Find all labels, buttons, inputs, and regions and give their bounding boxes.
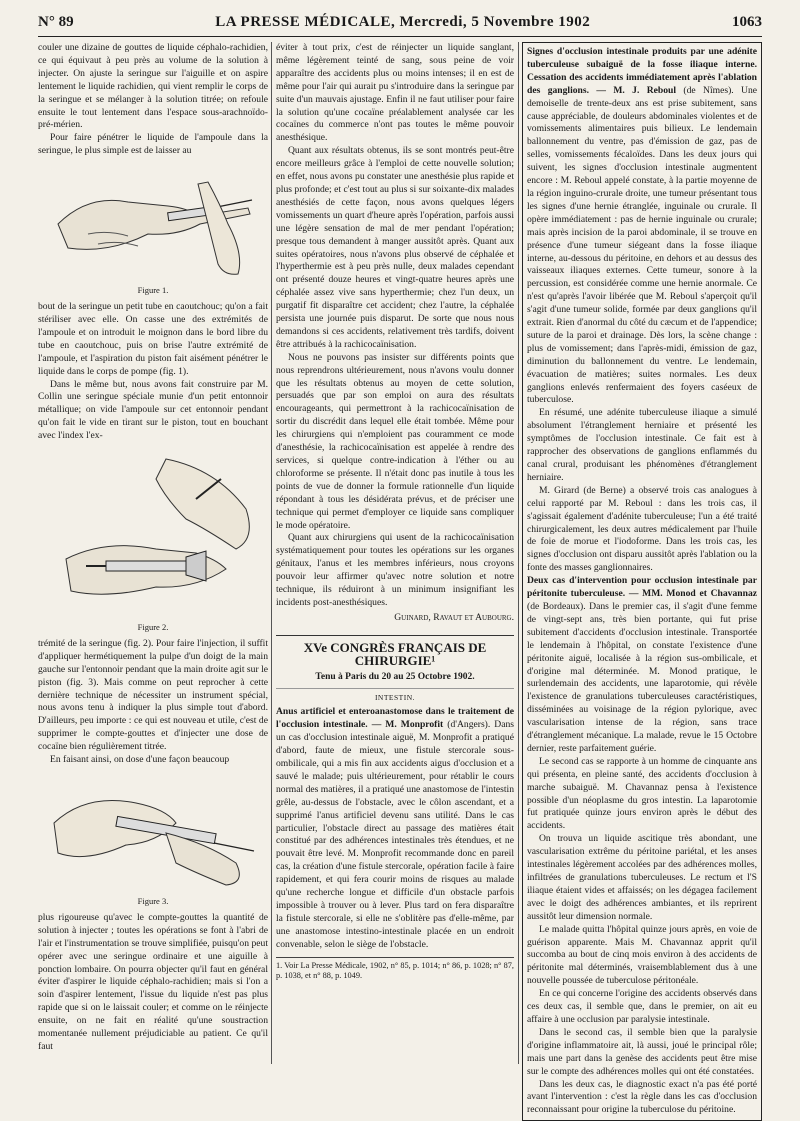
article xyxy=(527,575,757,756)
figure-caption: Figure 2. xyxy=(137,622,169,633)
author-signature: Guinard, Ravaut et Aubourg. xyxy=(394,611,514,623)
footnote: 1. Voir La Presse Médicale, 1902, n° 85, p. 1014; n° 86, p. 1028; n° 87, p. 1038, et n° 88, p. 1049. xyxy=(276,957,514,982)
section-heading: INTESTIN. xyxy=(276,688,514,705)
column-3 xyxy=(522,42,762,1116)
paragraph: couler une dizaine de gouttes de liquide céphalo-rachidien, ce qui équivaut à peu près au volume de la solution à injecter. On ajuste la seringue sur l'aiguille et on aspire lentement le liquide rachidien, qui vient remplir le corps de la seringue et se mélanger à la solution titrée; on refoule ensuite le tout lentement dans l'espace sous-arachnoïdo-pré-mérien. xyxy=(38,42,268,131)
congress-heading: XVe CONGRÈS FRANÇAIS DE CHIRURGIE¹ xyxy=(276,635,514,668)
column-2 xyxy=(276,42,514,1064)
injection-illustration xyxy=(46,773,261,893)
figure-2 xyxy=(38,449,268,634)
paragraph: En ce qui concerne l'origine des accidents observés dans ces deux cas, il semble que, dans le premier, on ait eu affaire à une occlusion par paralysie intestinale. xyxy=(527,988,757,1025)
page-header xyxy=(38,14,762,37)
article-box xyxy=(522,42,762,1121)
article xyxy=(276,706,514,951)
paragraph: Dans le second cas, il semble bien que la paralysie d'origine inflammatoire ait, là aussi, joué le principal rôle; mais une part dans la genèse des accidents peut être mise sur le compte des adhérences molles qui ont été constatées. xyxy=(527,1026,757,1077)
figure-1 xyxy=(38,164,268,297)
article-title: Deux cas d'intervention pour occlusion intestinale par péritonite tuberculeuse. — MM. Monod et Chavannaz xyxy=(527,575,757,600)
syringe-hand-illustration xyxy=(48,164,258,282)
paragraph: trémité de la seringue (fig. 2). Pour faire l'injection, il suffit d'appliquer hermétiquement la pulpe d'un doigt de la main gauche sur l'entonnoir pendant que la main droite agit sur le piston (fig. 3). Mais comme on peut reprocher à cette dernière technique de nécessiter un instrument spécial, nous avons tenu à indiquer la plus simple tout d'abord. D'ailleurs, peu importe : ce qui est nouveau et utile, c'est de supprimer le compte-gouttes et d'injecter une dose de cocaïne bien régulièrement titrée. xyxy=(38,637,268,753)
article-body: (de Nîmes). Une demoiselle de trente-deux ans est prise subitement, sans cause appréciable, de douleurs abdominales violentes et de vomissements alimentaires puis bilieux. Le lendemain ballonnement du ventre, pas d'émission de gaz, pas de selles, vomissements fécaloïdes. Dans les deux jours qui suivent, les signes d'occlusion intestinale augmentent encore : M. Reboul appelé constate, à la partie moyenne de la région inguino-crurale droite, une tumeur présentant tous les signes d'une hernie étranglée, inguinale ou crurale. Il opère immédiatement : pas de hernie inguinale ou crurale; mais après incision de la paroi abdominale, il se trouve en présence d'une tumeur siégeant dans la fosse iliaque interne, au-dessous du péritoine, en dehors et au dessus des vaisseaux iliaques externes. Cette tumeur, sonore à la percussion, est considérée comme une hernie anormale. Ce n'est qu'après l'avoir libérée que M. Reboul s'aperçoit qu'il s'agit d'une tumeur solide, formée par deux ganglions qu'il extrait. Rien d'anormal du côté du cæcum et de l'appendice; suture de la paroi et drainage. Dès lors, la scène change : plus de vomissement; dans l'après-midi, émission de gaz, diminution du ballonnement du ventre. Le lendemain, évacuation de matières; suites normales. Les deux ganglions enlevés renfermaient des foyers caséeux de tuberculose. xyxy=(527,84,758,406)
article-title: Anus artificiel et enteroanastomose dans le traitement de l'occlusion intestinale. — M. Monprofit xyxy=(276,706,514,731)
funnel-syringe-illustration xyxy=(46,449,261,619)
paragraph: Le malade quitta l'hôpital quinze jours après, en voie de guérison apparente. Mais M. Chavannaz apprit qu'il succomba au bout de cinq mois environ à des accidents de péritonite mal déterminés, vraisemblablement dus à une nouvelle poussée de tuberculose péritonéale. xyxy=(527,923,757,987)
figure-3 xyxy=(38,773,268,908)
paragraph: En résumé, une adénite tuberculeuse iliaque a simulé absolument l'étranglement herniaire et présenté les symptômes de l'occlusion intestinale. Ce fait est à rapprocher des observations de ganglions enflammés du canal crural, produisant les phénomènes d'étranglement herniaire. xyxy=(527,407,757,483)
column-divider xyxy=(271,42,272,1064)
paragraph: En faisant ainsi, on dose d'une façon beaucoup xyxy=(50,754,230,766)
paragraph: On trouva un liquide ascitique très abondant, une vascularisation extrême du péritoine pariétal, et les anses intestinales légèrement accolées par des adhérences molles, infiltrées de granulations tuberculeuses. Le rectum et l'S iliaque étaient vides et affaissés; on les dégagea facilement avec le doigt des adhérences ambiantes, et ils reprirent aussitôt leur dimension normale. xyxy=(527,833,757,922)
issue-number: N° 89 xyxy=(38,14,74,30)
congress-dates: Tenu à Paris du 20 au 25 Octobre 1902. xyxy=(315,671,475,682)
journal-title: LA PRESSE MÉDICALE, Mercredi, 5 Novembre 1902 xyxy=(215,14,591,30)
paragraph: Quant aux chirurgiens qui usent de la rachicocaïnisation systématiquement pour toutes les opérations sur les organes génitaux, l'anus et les membres inférieurs, nous croyons pouvoir leur affirmer qu'avec notre solution et notre technique, ils réduiront à un minimum insignifiant les incidents post-anesthésiques. xyxy=(276,532,514,608)
figure-caption: Figure 3. xyxy=(137,896,169,906)
paragraph: éviter à tout prix, c'est de réinjecter un liquide sanglant, même légèrement teinté de sang, sous peine de voir apparaître des accidents plus ou moins intenses; il en est de même pour l'air qui aurait pu s'introduire dans la seringue par suite d'un mauvais ajustage. Enfin il ne faut utiliser pour faire la solution qu'une cocaïne préalablement analysée car les cocaïnes du commerce n'ont pas toutes le même pouvoir anesthésique. xyxy=(276,42,514,144)
paragraph: plus rigoureuse qu'avec le compte-gouttes la quantité de solution à injecter ; toutes les opérations se font à l'abri de l'air et l'instrumentation se trouve simplifiée, puisqu'on peut opérer avec une seringue ordinaire et une aiguille à ponction lombaire. On pourra objecter qu'il faut en général éviter d'aspirer le liquide céphalo-rachidien; mais si l'on a soin d'aspirer lentement, l'issue du liquide n'est pas plus rapide que si on le laissait couler; et comme on le réinjecte ensuite, on ne fait en réalité qu'une soustraction momentanée nullement préjudiciable au patient. Ce qu'il faut xyxy=(38,911,268,1052)
paragraph: bout de la seringue un petit tube en caoutchouc; qu'on a fait stériliser avec elle. On casse une des extrémités de l'ampoule et on introduit le moignon dans le bord libre du tube en caoutchouc, puis on brise l'autre extrémité de l'ampoule, et l'aspiration du piston fait aisément pénétrer le liquide dans le corps de pompe (fig. 1). xyxy=(38,301,268,377)
paragraph: M. Girard (de Berne) a observé trois cas analogues à celui rapporté par M. Reboul : dans les trois cas, il s'agissait également d'adénite tuberculeuse; l'un a été traité chirurgicalement, les deux autres médicalement par l'huile de foie de morue et l'iodoforme. Dans les trois cas, les signes d'occlusion ont disparu aussitôt après l'ablation ou la fonte des masses ganglionnaires. xyxy=(527,484,757,574)
article-body: (de Bordeaux). Dans le premier cas, il s'agit d'une femme de vingt-sept ans, très bien portante, qui fut prise subitement d'accidents d'occlusion intestinale. Transportée le lendemain à l'hôpital, on constate l'existence d'une péritonite aiguë, localisée à la région sus-ombilicale, et d'origine mal déterminée. M. Monod pratique, le surlendemain des accidents, une laparotomie, qui révèle l'existence de granulations tuberculeuses caractéristiques, disséminées au voisinage de la région pylorique, avec vascularisation intense de la région, sans trace d'étranglement mécanique. La malade, revue le 15 Octobre dernier, reste parfaitement guérie. xyxy=(527,600,757,754)
article xyxy=(527,46,757,407)
paragraph: Dans les deux cas, le diagnostic exact n'a pas été porté avant l'intervention : c'est la règle dans les cas d'occlusion reconnaissant pour origine la tuberculose du péritoine. xyxy=(527,1078,757,1116)
figure-caption: Figure 1. xyxy=(137,285,169,296)
page-number: 1063 xyxy=(732,14,762,30)
article-title: Signes d'occlusion intestinale produits par une adénite tuberculeuse subaiguë de la fosse iliaque interne. Cessation des accidents immédiatement après l'ablation des ganglions. — M. J. Reboul xyxy=(527,46,757,96)
column-1 xyxy=(38,42,268,1064)
paragraph: Nous ne pouvons pas insister sur différents points que nous reprendrons ultérieurement, nous n'avons voulu donner que les résultats obtenus au moyen de cette solution, persuadés que par son emploi on aura des résultats encourageants, qui permettront à la rachicocaïnisation de sortir du discrédit dans lequel elle était tombée. Même pour les chirurgiens qui n'emploient pas couramment ce mode d'anesthésie, la rachicocaïnisation est appelée à rendre des services, si quelque contre-indication à l'éther ou au chloroforme se présente. Il n'était donc pas inutile à tous les points de vue de donner la formule rationnelle d'un liquide répondant à tous les désidérata prévus, et de préciser une technique qui permet d'employer ce liquide sans compliquer le mode opératoire. xyxy=(276,351,514,531)
paragraph: Pour faire pénétrer le liquide de l'ampoule dans la seringue, le plus simple est de laisser au xyxy=(38,132,268,157)
paragraph: Le second cas se rapporte à un homme de cinquante ans qui présenta, en pleine santé, des accidents d'occlusion à marche subaiguë. M. Chavannaz pensa à l'existence possible d'un néoplasme du gros intestin. La laparotomie fut pratiquée quinze jours environ après le début des accidents. xyxy=(527,755,757,832)
paragraph: Quant aux résultats obtenus, ils se sont montrés peut-être encore meilleurs grâce à l'emploi de cette nouvelle solution; en effet, nous avons pu constater une anesthésie plus rapide et plus profonde; et c'est tout au plus si sur soixante-dix malades anesthésiés de cette façon, nous avons quelques légers vomissements un quart d'heure après l'opération, parfois aussi une légère sensation de mal de mer pendant l'opération; presque tous demandent à manger aussitôt après. Quant aux suites opératoires, nous n'avons plus observé de céphalée et l'hyperthermie est à peu près nulle, deux malades cependant ont présenté douze heures et vingt-quatre heures après une céphalée assez vive sans hyperthermie; chez l'un deux, un purgatif fit disparaître cet accident; chez l'autre, la céphalée persista une journée puis disparut. De sorte que nous nous demandons si ces accidents, relativement très tardifs, doivent être attribués à la rachicocaïnisation. xyxy=(276,145,514,350)
paragraph: Dans le même but, nous avons fait construire par M. Collin une seringue spéciale munie d'un petit entonnoir métallique; on vide l'ampoule sur cet entonnoir pendant qu'on fait le vide en tirant sur le piston, tout en bouchant avec l'index l'ex- xyxy=(38,378,268,442)
column-divider xyxy=(518,42,519,1064)
article-body: (d'Angers). Dans un cas d'occlusion intestinale aiguë, M. Monprofit a pratiqué d'abord, faute de mieux, une fistule stercorale sous-ombilicale, qui a mis fin aux accidents aigus d'occlusion et a sauvé le malade; puis ultérieurement, pour rétablir le cours normal des matières, il a pratiqué une anastomose de l'intestin grêle, au-dessus de l'obstacle, avec le côlon ascendant, et a supprimé l'anus artificiel devenu sans utilité. Dans le cas particulier, l'obstacle direct au passage des matières était constitué par des adhérences intestinales très étendues, et ne pouvait être levé. M. Monprofit recommande donc en pareil cas, la création d'une fistule stercorale, opération facile à faire rapidement, et qui fera courir moins de risques au malade qu'une recherche longue et difficile d'un obstacle parfois impossible à trouver ou à lever. Plus tard on fera disparaître la fistule stercorale, si elle ne s'oblitère pas d'elle-même, par une anastomose intestino-intestinale placée en un endroit convenable, selon le siège de l'obstacle. xyxy=(276,719,514,950)
